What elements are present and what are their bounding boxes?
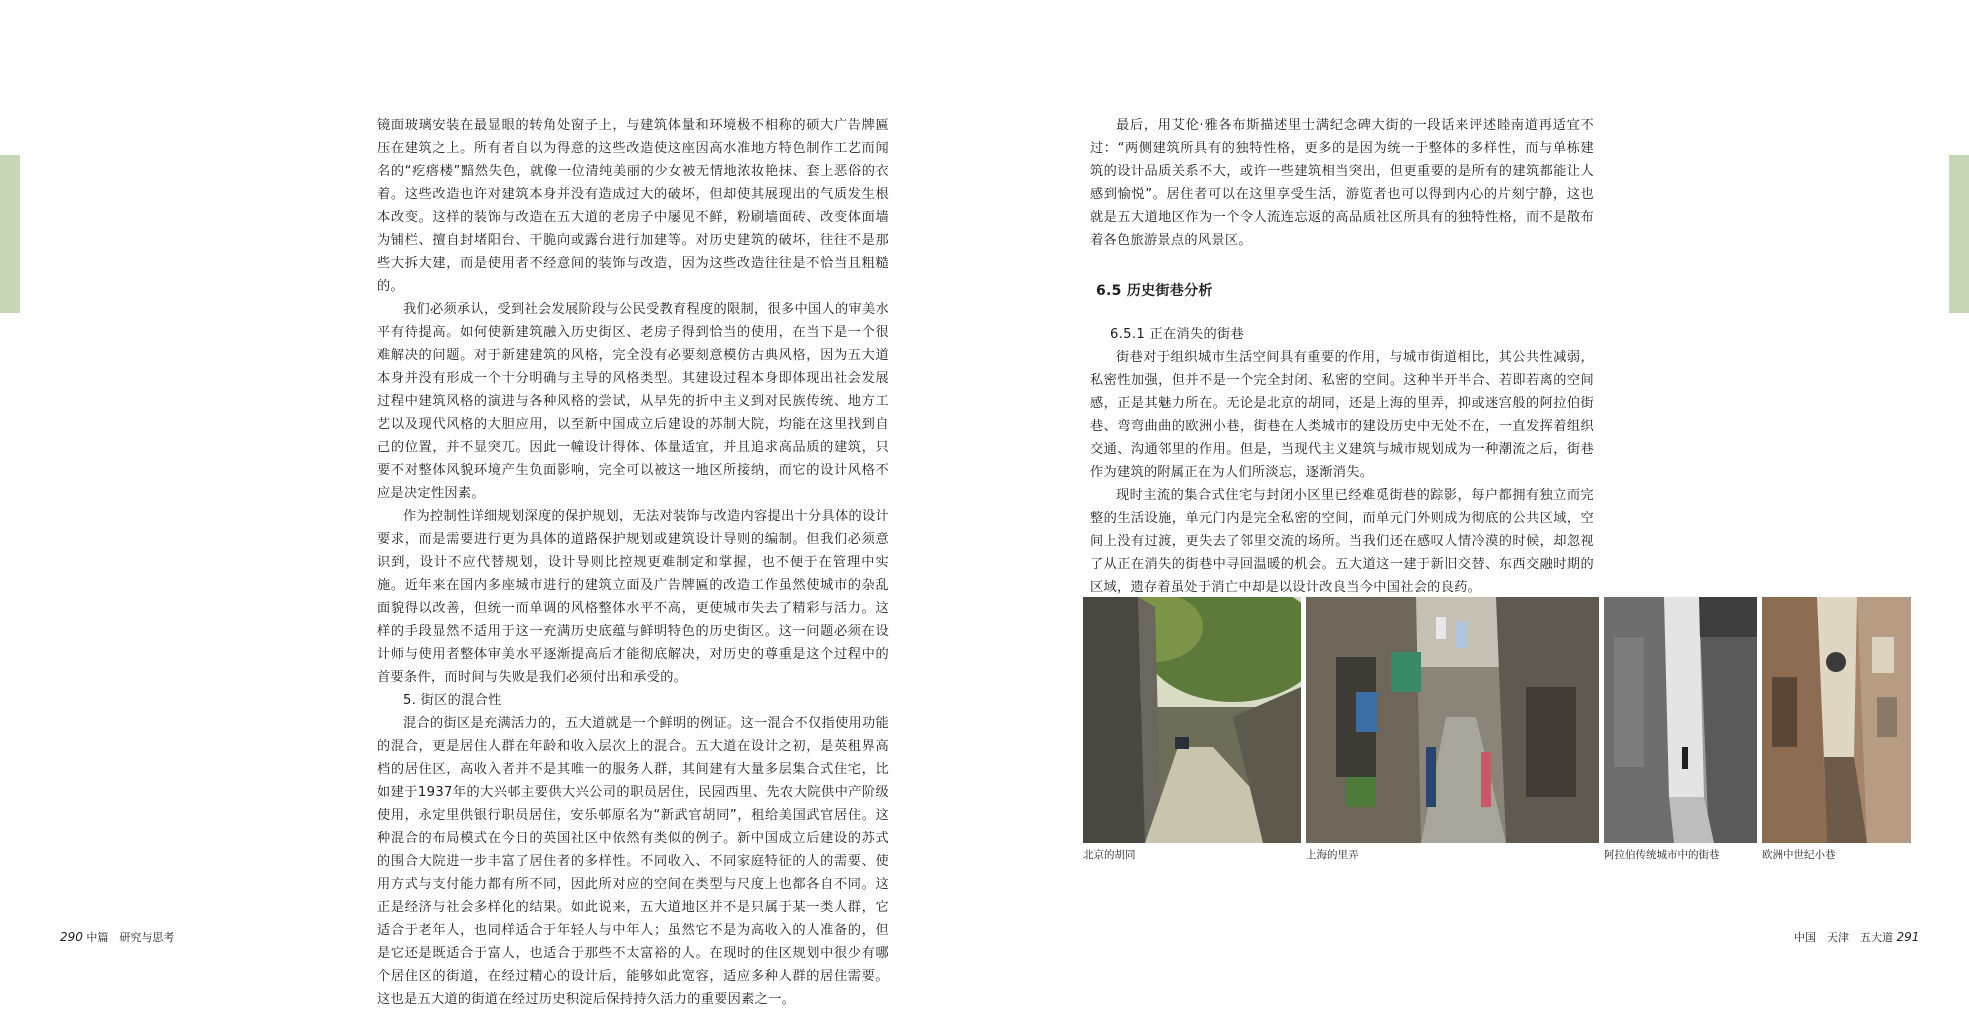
left-page-footer bbox=[60, 929, 174, 945]
paragraph-mixed-use: 混合的街区是充满活力的，五大道就是一个鲜明的例证。这一混合不仅指使用功能的混合，更是居住人群在年龄和收入层次上的混合。五大道在设计之初，是英租界高档的居住区，高收入者并不是其唯一的服务人群，其间建有大量多层集合式住宅，比如建于1937年的大兴邨主要供大兴公司的职员居住，民园西里、先农大院供中产阶级使用，永定里供银行职员居住，安乐邨原名为“新武官胡同”，租给美国武官居住。这种混合的布局模式在今日的英国社区中依然有类似的例子。新中国成立后建设的苏式的围合大院进一步丰富了居住者的多样性。不同收入、不同家庭特征的人的需要、使用方式与支付能力都有所不同，因此所对应的空间在类型与尺度上也都各自不同。这正是经济与社会多样化的结果。如此说来，五大道地区并不是只属于某一类人群，它适合于老年人，也同样适合于年轻人与中年人；虽然它不是为高收入的人准备的，但是它还是既适合于富人，也适合于那些不太富裕的人。在现时的住区规划中很少有哪个居住区的街道，在经过精心的设计后，能够如此宽容，适应多种人群的居住需要。这也是五大道的街道在经过历史积淀后保持持久活力的重要因素之一。 bbox=[377, 716, 889, 1007]
photo-shanghai-lilong bbox=[1306, 597, 1599, 843]
photo-beijing-hutong bbox=[1083, 597, 1301, 843]
caption-beijing-hutong: 北京的胡同 bbox=[1083, 849, 1136, 861]
caption-shanghai-lilong: 上海的里弄 bbox=[1306, 849, 1359, 861]
section-title-mixed-use: 5. 街区的混合性 bbox=[403, 693, 502, 708]
paragraph-design-guidelines: 作为控制性详细规划深度的保护规划，无法对装饰与改造内容提出十分具体的设计要求，而是需要进行更为具体的道路保护规划或建筑设计导则的编制。但我们必须意识到，设计不应代替规划，设计导则比控规更难制定和掌握，也不便于在管理中实施。近年来在国内多座城市进行的建筑立面及广告牌匾的改造工作虽然使城市的杂乱面貌得以改善，但统一而单调的风格整体水平不高，更使城市失去了精彩与活力。这样的手段显然不适用于这一充满历史底蕴与鲜明特色的历史街区。这一问题必须在设计师与使用者整体审美水平逐渐提高后才能彻底解决，对历史的尊重是这个过程中的首要条件，而时间与失败是我们必须付出和承受的。 bbox=[377, 509, 889, 685]
paragraph-facade-alteration: 镜面玻璃安装在最显眼的转角处窗子上，与建筑体量和环境极不相称的硕大广告牌匾压在建筑之上。所有者自以为得意的这些改造使这座因高水准地方特色制作工艺而闻名的“疙瘩楼”黯然失色，就像一位清纯美丽的少女被无情地浓妆艳抹、套上恶俗的衣着。这些改造也许对建筑本身并没有造成过大的破坏，但却使其展现出的气质发生根本改变。这样的装饰与改造在五大道的老房子中屡见不鲜，粉刷墙面砖、改变体面墙为铺栏、擅自封堵阳台、干脆向或露台进行加建等。对历史建筑的破坏，往往不是那些大拆大建，而是使用者不经意间的装饰与改造，因为这些改造往往是不恰当且粗糙的。 bbox=[377, 118, 889, 294]
right-section-tab bbox=[1949, 155, 1969, 313]
subsection-heading: 6.5.1 正在消失的街巷 bbox=[1110, 327, 1244, 342]
page-number-left: 290 bbox=[60, 930, 83, 944]
photo-strip bbox=[1083, 597, 1911, 843]
left-footer-text: 中篇 研究与思考 bbox=[86, 931, 175, 944]
right-page-body bbox=[1090, 114, 1594, 599]
left-page-body bbox=[377, 114, 889, 1011]
right-footer-text: 中国 天津 五大道 bbox=[1794, 931, 1893, 944]
caption-arab-alley: 阿拉伯传统城市中的街巷 bbox=[1604, 849, 1720, 861]
page-number-right: 291 bbox=[1896, 930, 1920, 944]
paragraph-alley-disappearing: 现时主流的集合式住宅与封闭小区里已经难觅街巷的踪影，每户都拥有独立而完整的生活设施，单元门内是完全私密的空间，而单元门外则成为彻底的公共区域，空间上没有过渡，更失去了邻里交流的场所。当我们还在感叹人情冷漠的时候，却忽视了从正在消失的街巷中寻回温暖的机会。五大道这一建于新旧交替、东西交融时期的区域，遗存着虽处于消亡中却是以设计改良当今中国社会的良药。 bbox=[1090, 488, 1594, 595]
paragraph-aesthetic-level: 我们必须承认，受到社会发展阶段与公民受教育程度的限制，很多中国人的审美水平有待提高。如何使新建筑融入历史街区、老房子得到恰当的使用，在当下是一个很难解决的问题。对于新建建筑的风格，完全没有必要刻意模仿古典风格，因为五大道本身并没有形成一个十分明确与主导的风格类型。其建设过程本身即体现出社会发展过程中建筑风格的演进与各种风格的尝试，从早先的折中主义到对民族传统、地方工艺以及现代风格的大胆应用，以至新中国成立后建设的苏制大院，均能在这里找到自己的位置，并不显突兀。因此一幢设计得体、体量适宜，并且追求高品质的建筑，只要不对整体风貌环境产生负面影响，完全可以被这一地区所接纳，而它的设计风格不应是决定性因素。 bbox=[377, 302, 889, 501]
photo-arab-alley bbox=[1604, 597, 1757, 843]
right-page-footer bbox=[1794, 929, 1919, 945]
left-section-tab bbox=[0, 155, 20, 313]
paragraph-alley-role: 街巷对于组织城市生活空间具有重要的作用，与城市街道相比，其公共性减弱，私密性加强，但并不是一个完全封闭、私密的空间。这种半开半合、若即若离的空间感，正是其魅力所在。无论是北京的胡同，还是上海的里弄，抑或迷宫般的阿拉伯街巷、弯弯曲曲的欧洲小巷，街巷在人类城市的建设历史中无处不在，一直发挥着组织交通、沟通邻里的作用。但是，当现代主义建筑与城市规划成为一种潮流之后，街巷作为建筑的附属正在为人们所淡忘，逐渐消失。 bbox=[1090, 350, 1594, 480]
section-heading: 6.5 历史街巷分析 bbox=[1096, 283, 1213, 299]
photo-european-lane bbox=[1762, 597, 1911, 843]
caption-european-lane: 欧洲中世纪小巷 bbox=[1762, 849, 1836, 861]
paragraph-jacobs-quote: 最后，用艾伦·雅各布斯描述里士满纪念碑大街的一段话来评述睦南道再适宜不过：“两侧建筑所具有的独特性格，更多的是因为统一于整体的多样性，而与单栋建筑的设计品质关系不大，或许一些建筑相当突出，但更重要的是所有的建筑都能让人感到愉悦”。居住者可以在这里享受生活，游览者也可以得到内心的片刻宁静，这也就是五大道地区作为一个令人流连忘返的高品质社区所具有的独特性格，而不是散布着各色旅游景点的风景区。 bbox=[1090, 118, 1594, 248]
